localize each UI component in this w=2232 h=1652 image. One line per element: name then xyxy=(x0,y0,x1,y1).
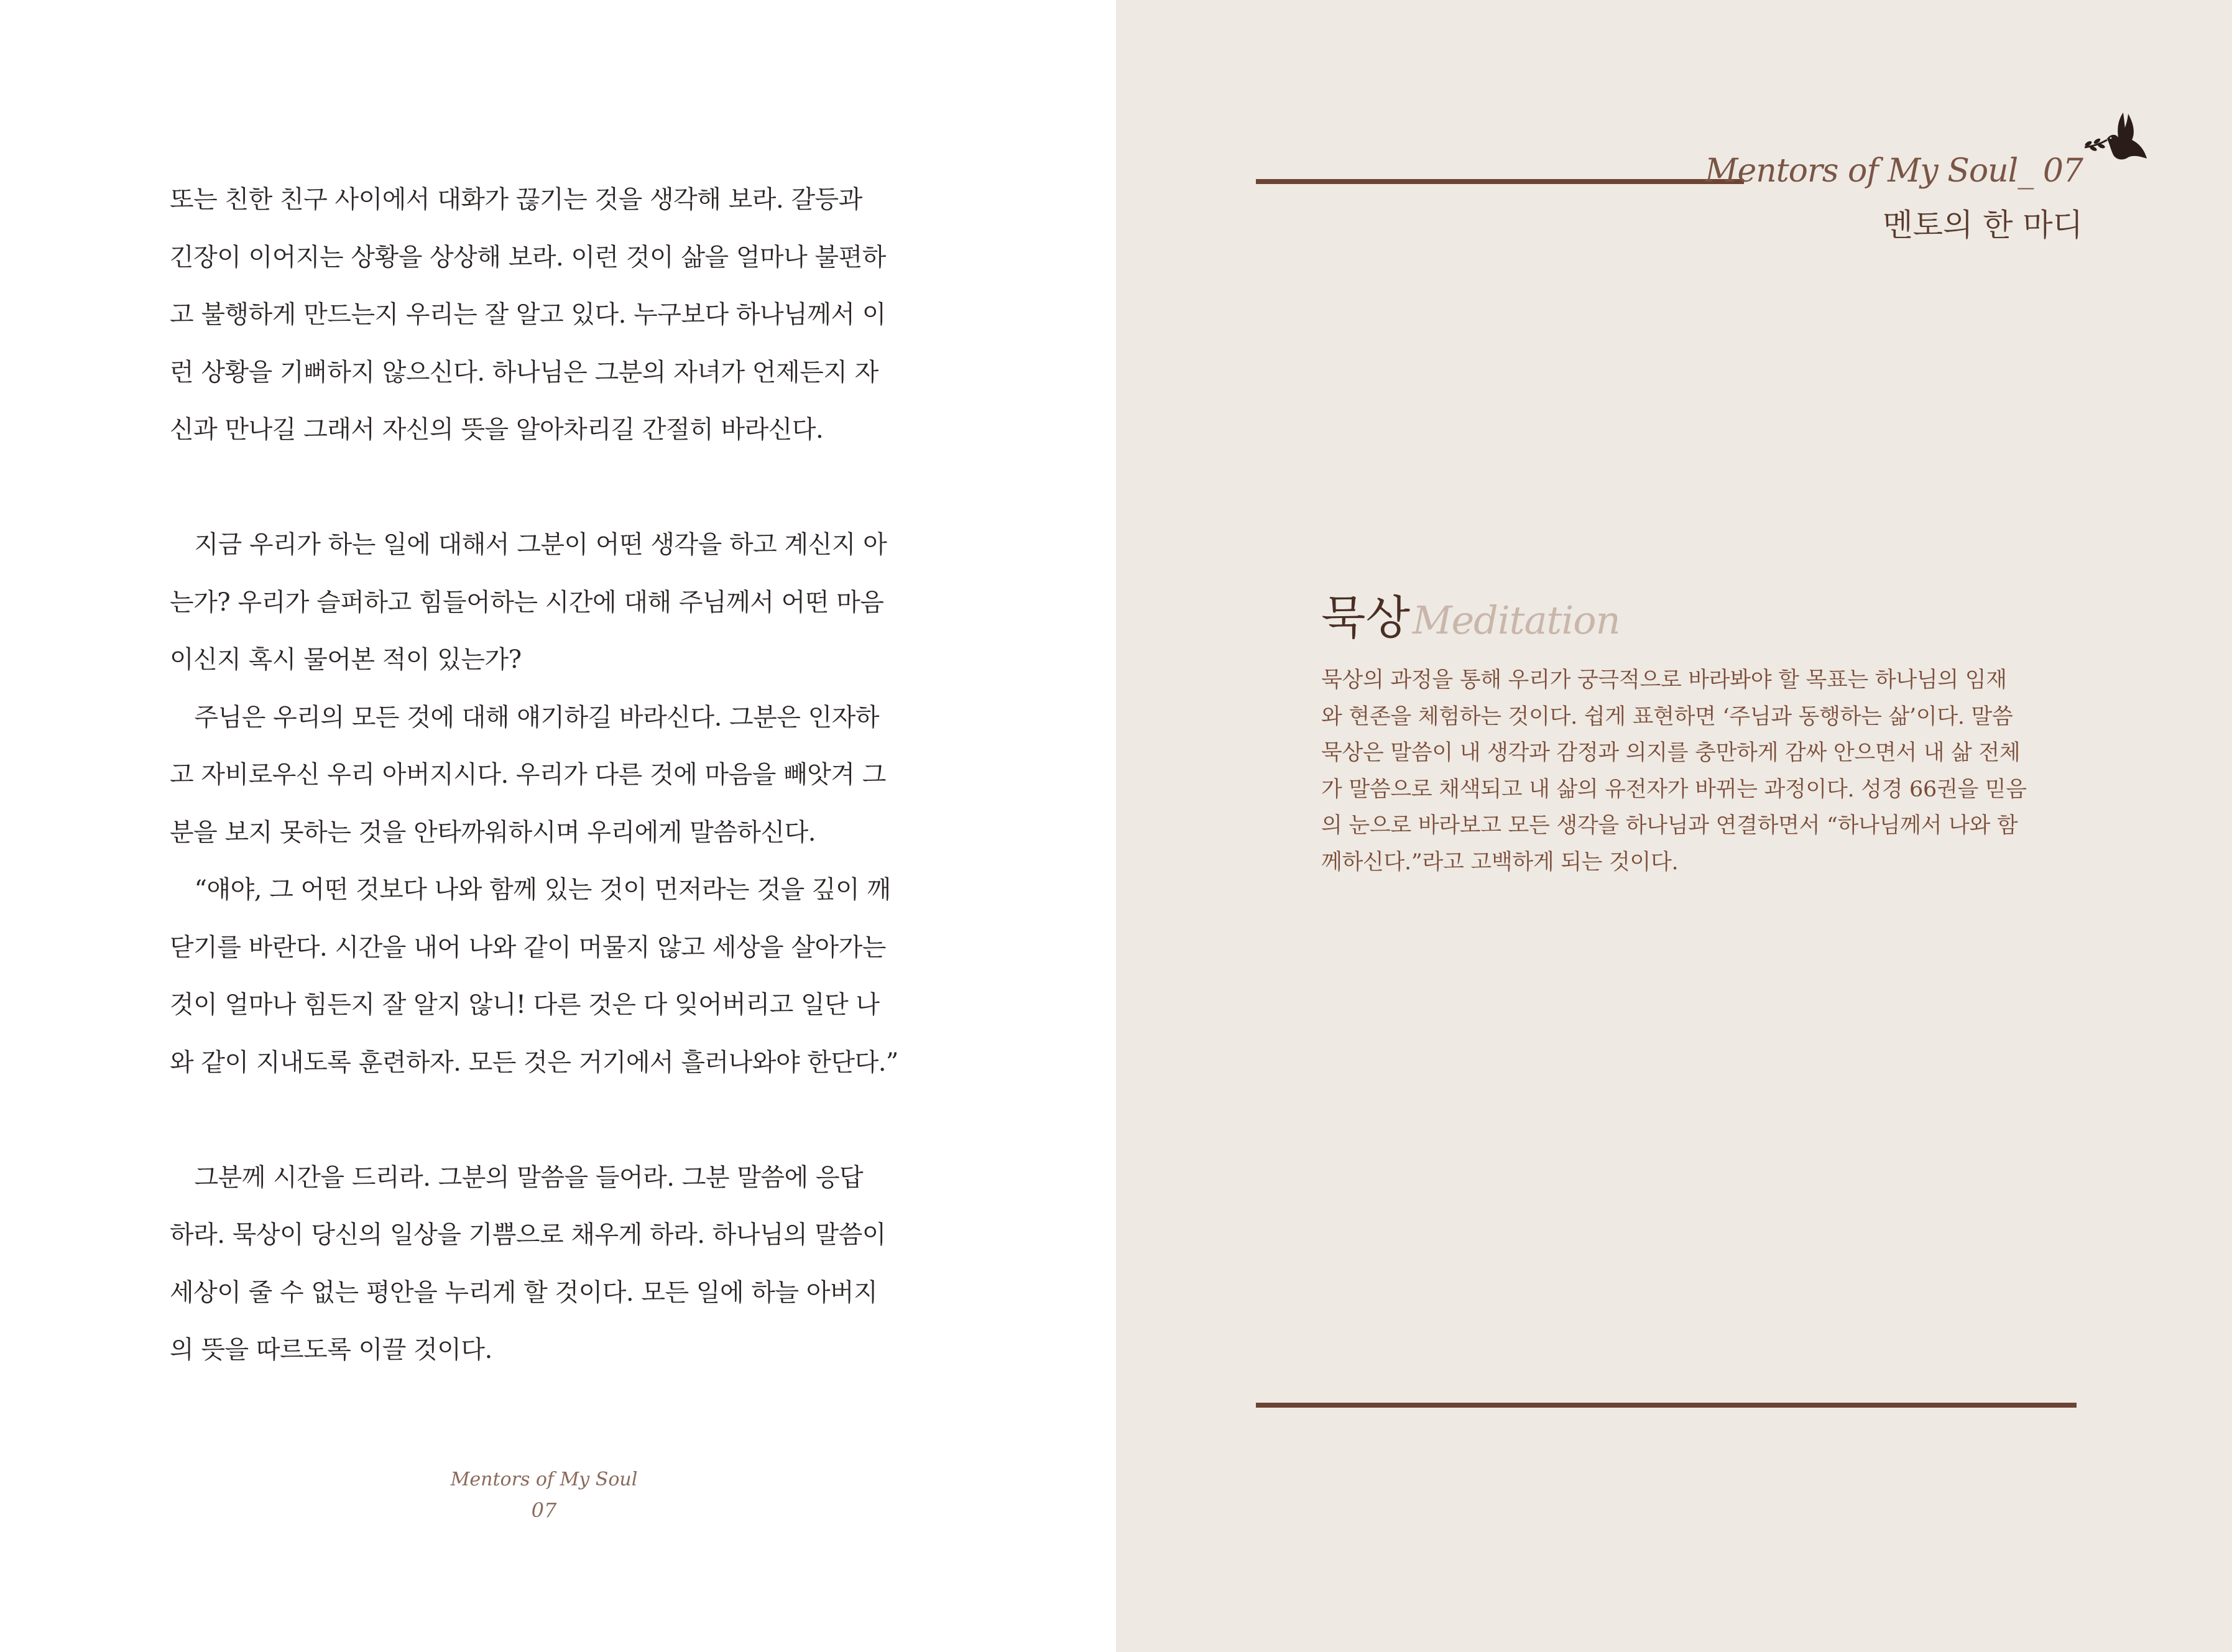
meditation-text-line: 와 현존을 체험하는 것이다. 쉽게 표현하면 ‘주님과 동행하는 삶’이다. 말씀 xyxy=(1321,704,2013,729)
meditation-text-line: 묵상은 말씀이 내 생각과 감정과 의지를 충만하게 감싸 안으면서 내 삶 전체 xyxy=(1321,741,2021,765)
body-text-line: 그분께 시간을 드리라. 그분의 말씀을 들어라. 그분 말씀에 응답 xyxy=(170,1163,864,1192)
series-subtitle: 멘토의 한 마디 xyxy=(1883,207,2083,243)
meditation-text-line: 묵상의 과정을 통해 우리가 궁극적으로 바라봐야 할 목표는 하나님의 임재 xyxy=(1321,668,2007,693)
body-text-line: 또는 친한 친구 사이에서 대화가 끊기는 것을 생각해 보라. 갈등과 xyxy=(170,185,862,214)
meditation-text-line: 의 눈으로 바라보고 모든 생각을 하나님과 연결하면서 “하나님께서 나와 함 xyxy=(1321,813,2018,838)
page-number: 07 xyxy=(531,1498,557,1522)
body-text xyxy=(170,171,913,1379)
body-text-line: 신과 만나길 그래서 자신의 뜻을 알아차리길 간절히 바라신다. xyxy=(170,415,824,444)
body-text-line: “얘야, 그 어떤 것보다 나와 함께 있는 것이 먼저라는 것을 깊이 깨 xyxy=(170,875,891,904)
dove-with-olive-branch-icon xyxy=(2080,109,2148,177)
body-text-line: 는가? 우리가 슬퍼하고 힘들어하는 시간에 대해 주님께서 어떤 마음 xyxy=(170,588,884,617)
body-text-line: 주님은 우리의 모든 것에 대해 얘기하길 바라신다. 그분은 인자하 xyxy=(170,703,880,732)
meditation-text xyxy=(1321,662,2027,880)
body-text-line: 분을 보지 못하는 것을 안타까워하시며 우리에게 말씀하신다. xyxy=(170,818,816,847)
bottom-rule xyxy=(1256,1403,2077,1408)
body-text-line: 세상이 줄 수 없는 평안을 누리게 할 것이다. 모든 일에 하늘 아버지 xyxy=(170,1278,878,1307)
body-text-line: 고 자비로우신 우리 아버지시다. 우리가 다른 것에 마음을 빼앗겨 그 xyxy=(170,760,886,789)
body-text-line: 긴장이 이어지는 상황을 상상해 보라. 이런 것이 삶을 얼마나 불편하 xyxy=(170,242,886,272)
series-title: Mentors of My Soul_ 07 xyxy=(1705,152,2083,190)
top-rule xyxy=(1256,179,1744,184)
meditation-text-line: 께하신다.”라고 고백하게 되는 것이다. xyxy=(1321,849,1679,875)
heading-english: Meditation xyxy=(1412,598,1620,643)
meditation-text-line: 가 말씀으로 채색되고 내 삶의 유전자가 바뀌는 과정이다. 성경 66권을 믿음 xyxy=(1321,777,2027,802)
body-text-line: 지금 우리가 하는 일에 대해서 그분이 어떤 생각을 하고 계신지 아 xyxy=(170,530,887,559)
body-text-line: 의 뜻을 따르도록 이끌 것이다. xyxy=(170,1336,492,1364)
footer-title: Mentors of My Soul xyxy=(450,1469,638,1490)
body-text-line: 런 상황을 기뻐하지 않으신다. 하나님은 그분의 자녀가 언제든지 자 xyxy=(170,358,879,387)
heading-korean: 묵상 xyxy=(1321,591,1410,645)
body-text-line: 이신지 혹시 물어본 적이 있는가? xyxy=(170,645,522,674)
paragraph-gap xyxy=(170,1091,913,1149)
body-text-line: 와 같이 지내도록 훈련하자. 모든 것은 거기에서 흘러나와야 한단다.” xyxy=(170,1048,898,1077)
body-text-line: 고 불행하게 만드는지 우리는 잘 알고 있다. 누구보다 하나님께서 이 xyxy=(170,300,886,329)
section-heading xyxy=(1321,581,1620,647)
body-text-line: 닫기를 바란다. 시간을 내어 나와 같이 머물지 않고 세상을 살아가는 xyxy=(170,933,886,962)
body-text-line: 하라. 묵상이 당신의 일상을 기쁨으로 채우게 하라. 하나님의 말씀이 xyxy=(170,1221,886,1249)
body-text-line: 것이 얼마나 힘든지 잘 알지 않니! 다른 것은 다 잊어버리고 일단 나 xyxy=(170,990,880,1019)
paragraph-gap xyxy=(170,459,913,517)
right-page xyxy=(1116,0,2232,1652)
